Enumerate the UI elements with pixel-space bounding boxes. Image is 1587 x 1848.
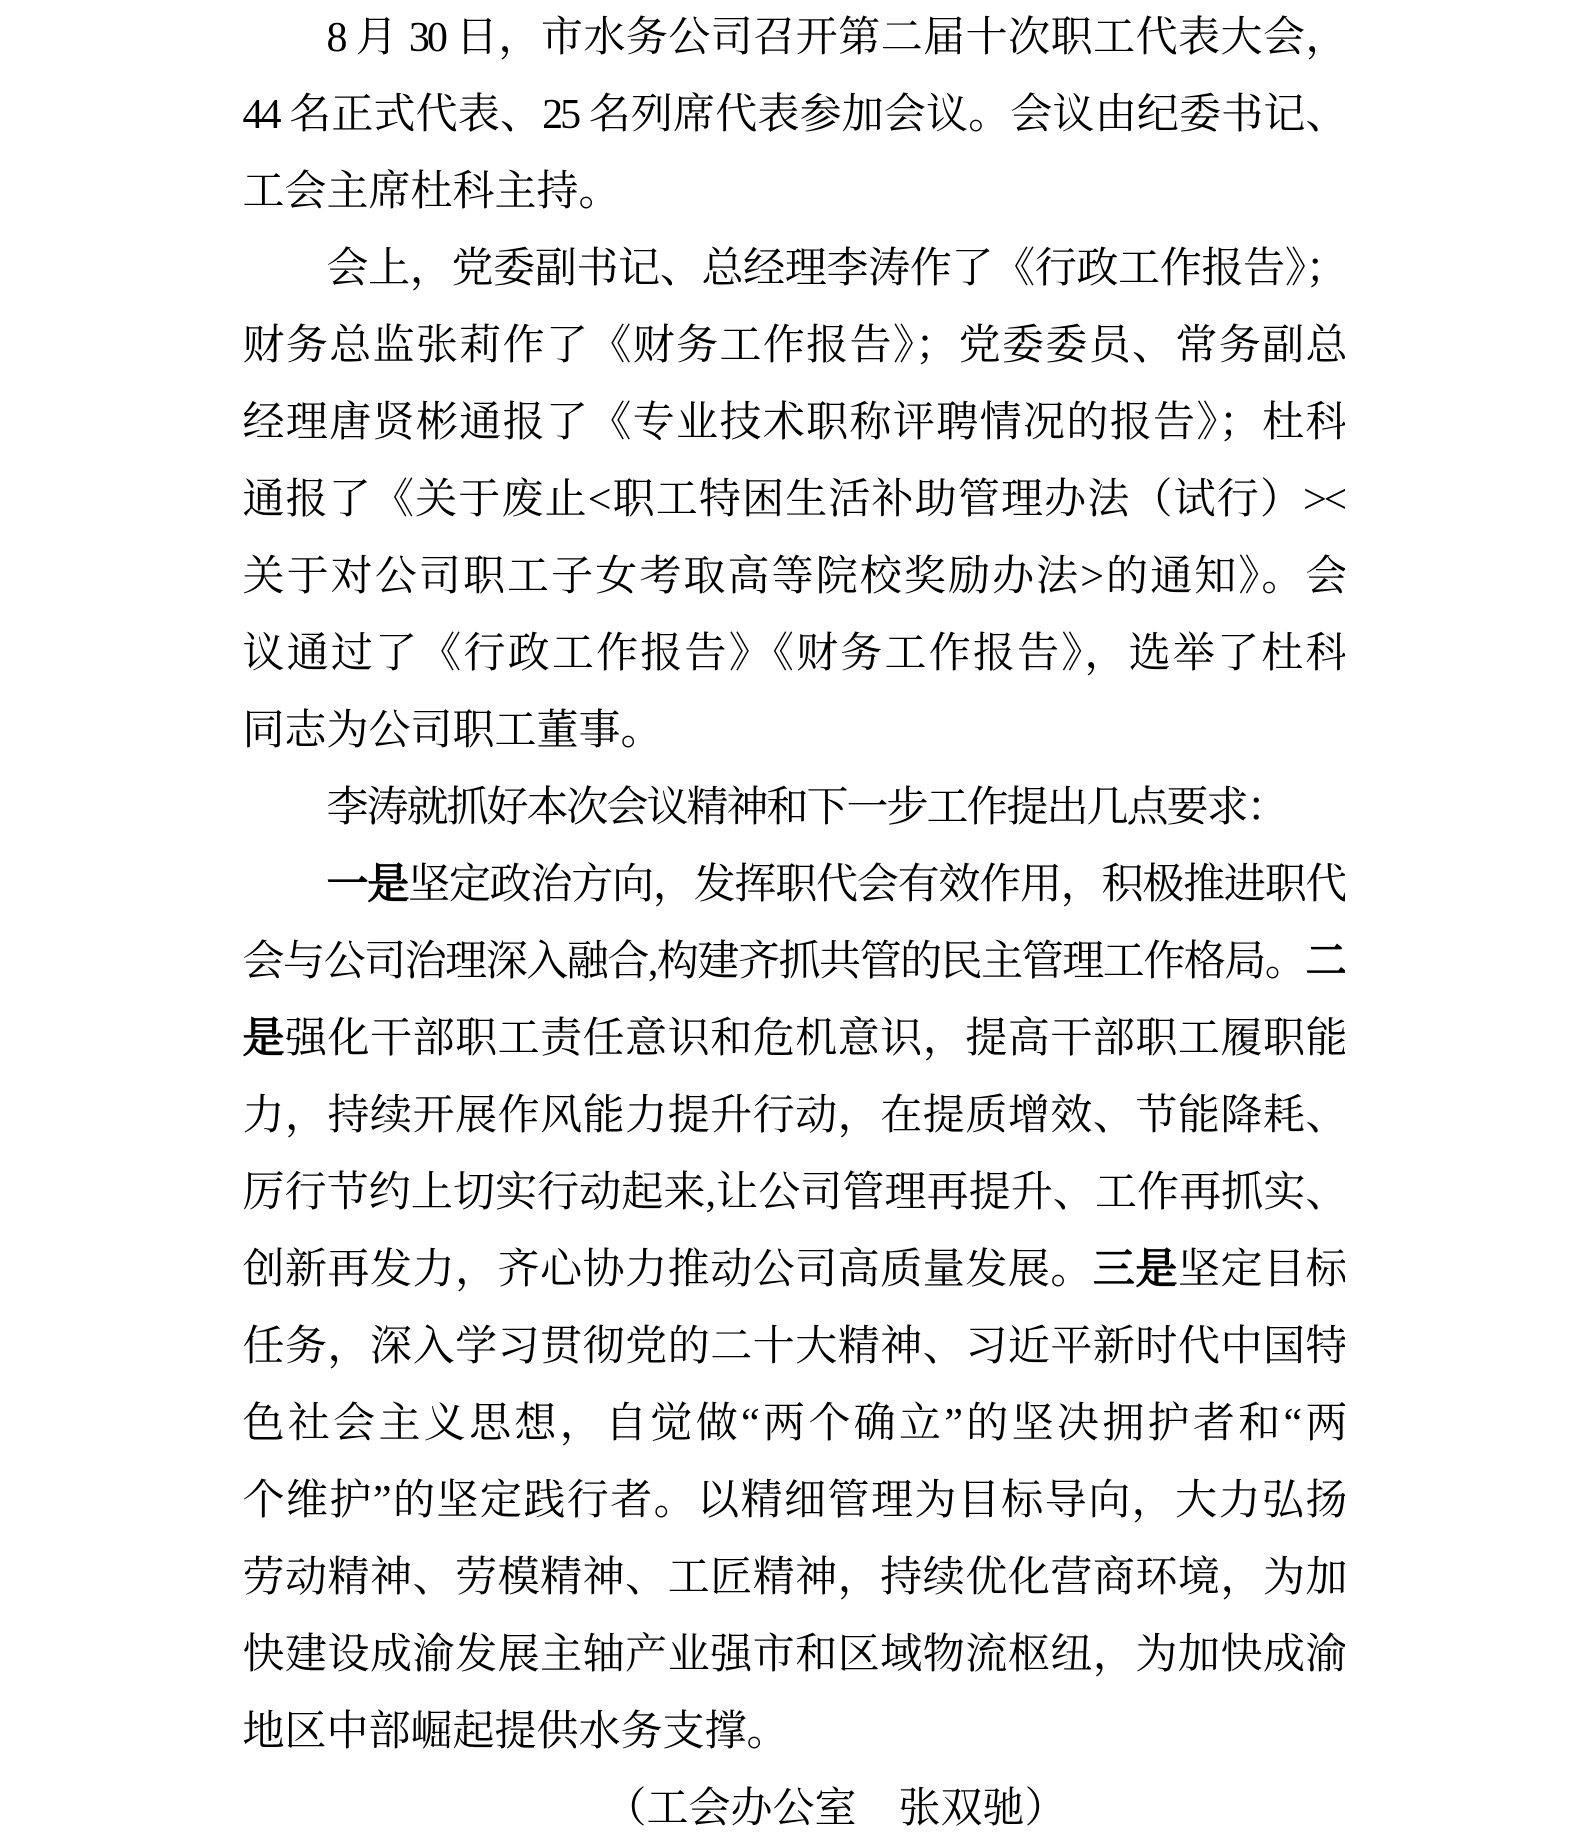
text-run: 厉行节约上切实行动起来,让公司管理再提升、工作再抓实、 bbox=[242, 1170, 1345, 1216]
text-run: 会与公司治理深入融合,构建齐抓共管的民主管理工作格局。 bbox=[242, 939, 1306, 985]
signature-line bbox=[243, 1771, 1345, 1848]
text-line bbox=[243, 1540, 1345, 1617]
text-run: 坚定政治方向，发挥职代会有效作用，积极推进职代 bbox=[408, 862, 1345, 908]
text-run: 任务，深入学习贯彻党的二十大精神、习近平新时代中国特 bbox=[242, 1324, 1345, 1370]
text-run: 快建设成渝发展主轴产业强市和区域物流枢纽，为加快成渝 bbox=[242, 1632, 1345, 1678]
text-line bbox=[243, 0, 1345, 77]
text-line bbox=[243, 385, 1345, 462]
text-run: 创新再发力，齐心协力推动公司高质量发展。 bbox=[242, 1247, 1093, 1293]
text-run: 个维护”的坚定践行者。以精细管理为目标导向，大力弘扬 bbox=[242, 1478, 1345, 1524]
text-line bbox=[243, 616, 1345, 693]
bold-emphasis-run: 三是 bbox=[1092, 1247, 1178, 1293]
text-run: 力，持续开展作风能力提升行动，在提质增效、节能降耗、 bbox=[242, 1093, 1345, 1139]
text-run: 通报了《关于废止<职工特困生活补助管理办法（试行）>< bbox=[242, 477, 1345, 523]
text-run: （工会办公室 张双驰） bbox=[604, 1786, 1067, 1832]
text-run: 经理唐贤彬通报了《专业技术职称评聘情况的报告》；杜科 bbox=[242, 400, 1345, 446]
text-line bbox=[243, 77, 1345, 154]
document-body bbox=[243, 0, 1345, 1848]
text-line bbox=[243, 1001, 1345, 1078]
text-run: 财务总监张莉作了《财务工作报告》；党委委员、常务副总 bbox=[242, 323, 1345, 369]
text-run: 李涛就抓好本次会议精神和下一步工作提出几点要求： bbox=[326, 785, 1287, 831]
text-line bbox=[243, 1232, 1345, 1309]
text-line bbox=[243, 1463, 1345, 1540]
text-run: 坚定目标 bbox=[1177, 1247, 1345, 1293]
text-line bbox=[243, 1617, 1345, 1694]
text-run: 劳动精神、劳模精神、工匠精神，持续优化营商环境，为加 bbox=[242, 1555, 1345, 1601]
text-run: 色社会主义思想，自觉做“两个确立”的坚决拥护者和“两 bbox=[242, 1401, 1345, 1447]
text-line bbox=[243, 539, 1345, 616]
text-run: 工会主席杜科主持。 bbox=[242, 169, 621, 215]
text-line bbox=[243, 770, 1345, 847]
bold-emphasis-run: 是 bbox=[242, 1016, 286, 1062]
text-run: 关于对公司职工子女考取高等院校奖励办法>的通知》。会 bbox=[242, 554, 1345, 600]
text-line bbox=[243, 847, 1345, 924]
text-line bbox=[243, 154, 1345, 231]
bold-emphasis-run: 二 bbox=[1305, 939, 1345, 985]
text-line bbox=[243, 924, 1345, 1001]
bold-emphasis-run: 一是 bbox=[326, 862, 409, 908]
text-line bbox=[243, 231, 1345, 308]
text-run: 会上，党委副书记、总经理李涛作了《行政工作报告》； bbox=[326, 246, 1345, 292]
text-run: 地区中部崛起提供水务支撑。 bbox=[242, 1709, 789, 1755]
text-line bbox=[243, 1155, 1345, 1232]
text-line bbox=[243, 308, 1345, 385]
text-run: 强化干部职工责任意识和危机意识，提高干部职工履职能 bbox=[285, 1016, 1345, 1062]
text-run: 同志为公司职工董事。 bbox=[242, 708, 663, 754]
text-run: 议通过了《行政工作报告》《财务工作报告》，选举了杜科 bbox=[242, 631, 1345, 677]
text-line bbox=[243, 1694, 1345, 1771]
text-run: 8 月 30 日，市水务公司召开第二届十次职工代表大会， bbox=[326, 15, 1345, 61]
text-line bbox=[243, 1309, 1345, 1386]
text-line bbox=[243, 693, 1345, 770]
text-line bbox=[243, 1386, 1345, 1463]
text-line bbox=[243, 1078, 1345, 1155]
text-run: 44 名正式代表、25 名列席代表参加会议。会议由纪委书记、 bbox=[242, 92, 1345, 138]
text-line bbox=[243, 462, 1345, 539]
